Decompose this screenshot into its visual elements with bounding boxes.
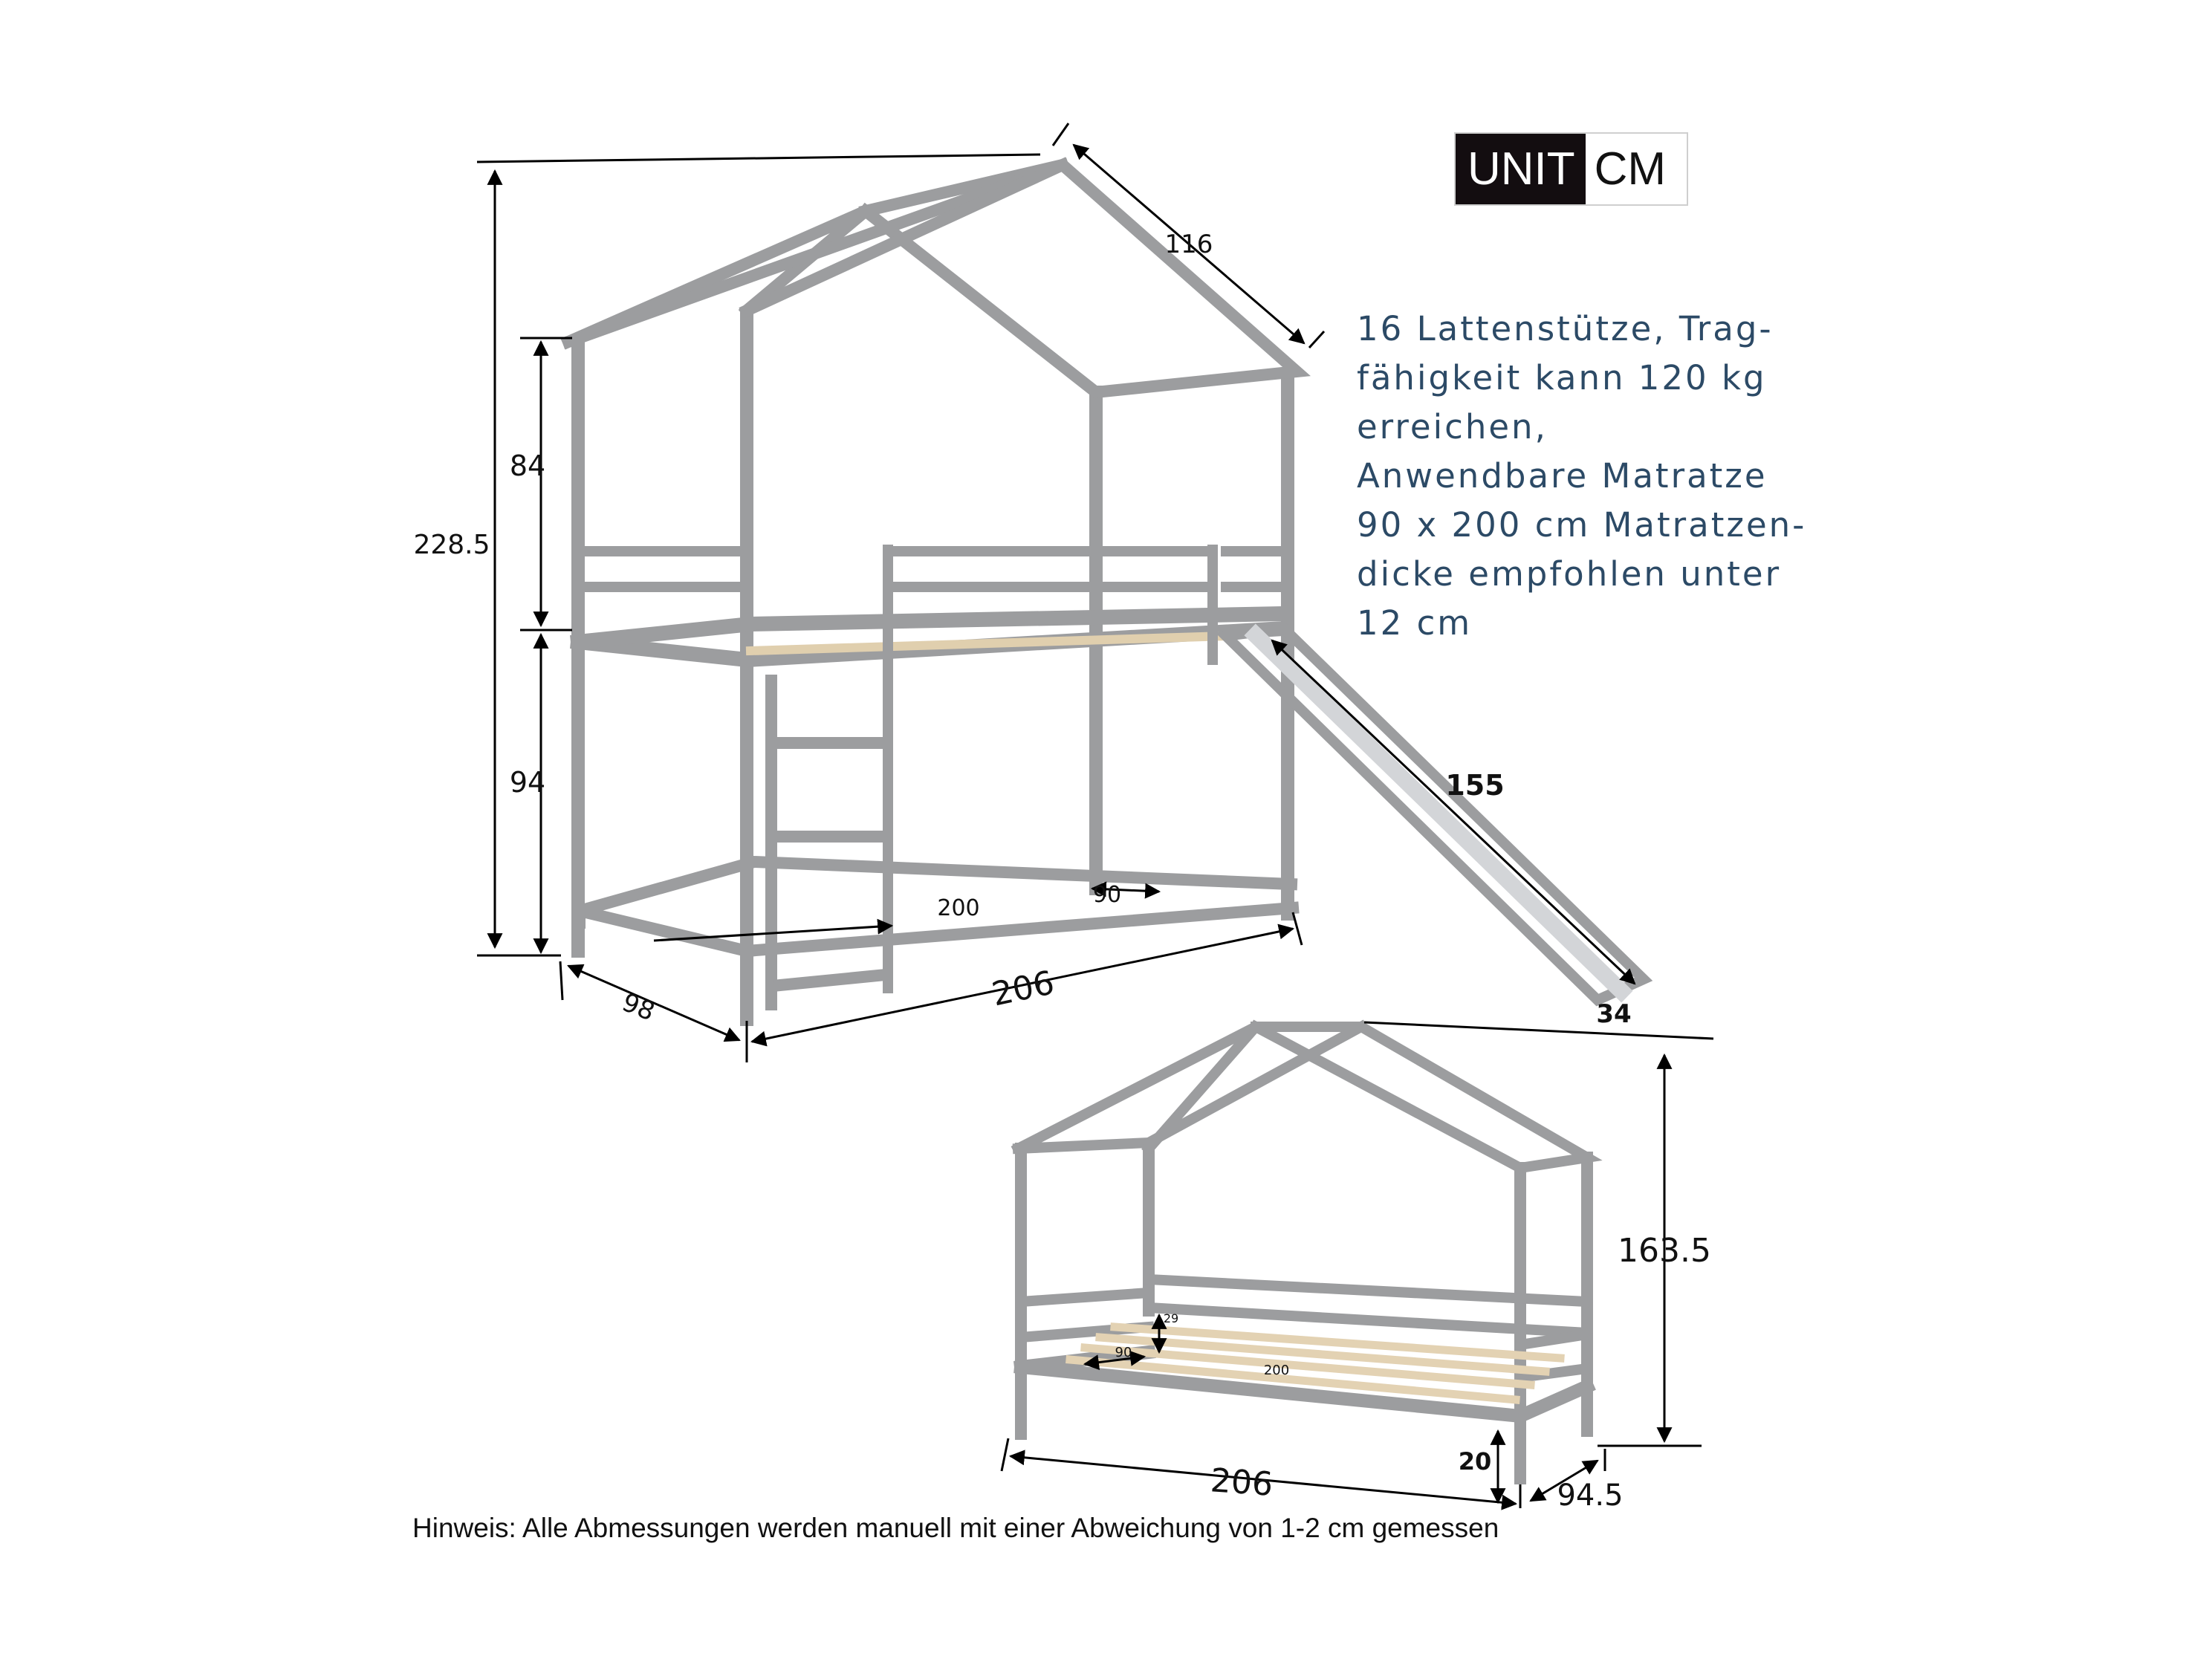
spec-text xyxy=(1357,305,1907,648)
dim-90-bunk: 90 xyxy=(1092,882,1122,908)
spec-line: erreichen, xyxy=(1357,407,1548,447)
unit-badge xyxy=(1454,132,1688,206)
dim-94-5: 94.5 xyxy=(1557,1478,1624,1513)
dim-206-single: 206 xyxy=(1209,1461,1274,1504)
unit-value: CM xyxy=(1586,134,1687,204)
dim-163-5: 163.5 xyxy=(1618,1232,1711,1270)
dim-20: 20 xyxy=(1458,1447,1492,1476)
dim-200-bunk: 200 xyxy=(937,895,980,921)
unit-label: UNIT xyxy=(1456,134,1586,204)
dim-155: 155 xyxy=(1445,769,1505,802)
spec-line: 90 x 200 cm Matratzen- xyxy=(1357,505,1807,545)
dim-94: 94 xyxy=(509,766,546,799)
dim-34: 34 xyxy=(1596,999,1632,1029)
bunk-ladder xyxy=(771,681,886,1004)
spec-line: 16 Lattenstütze, Trag- xyxy=(1357,309,1774,348)
spec-line: dicke empfohlen unter xyxy=(1357,554,1782,594)
dim-228-5: 228.5 xyxy=(413,530,490,560)
single-roof xyxy=(1018,1027,1587,1168)
dim-206-bunk: 206 xyxy=(988,964,1058,1014)
single-bed-drawing xyxy=(1018,1027,1587,1478)
bunk-roof xyxy=(568,165,1297,392)
spec-line: Anwendbare Matratze xyxy=(1357,456,1768,496)
dim-29: 29 xyxy=(1163,1311,1179,1325)
slide-surface xyxy=(1256,635,1621,991)
dim-90-single: 90 xyxy=(1115,1345,1132,1360)
dim-116: 116 xyxy=(1164,230,1213,259)
spec-line: 12 cm xyxy=(1357,603,1473,643)
dim-84: 84 xyxy=(509,449,546,482)
single-slats xyxy=(1070,1327,1560,1400)
dim-98: 98 xyxy=(617,987,659,1028)
spec-line: fähigkeit kann 120 kg xyxy=(1357,358,1767,397)
measurement-note: Hinweis: Alle Abmessungen werden manuell mit einer Abweichung von 1-2 cm gemessen xyxy=(412,1513,1499,1543)
dim-200-single: 200 xyxy=(1263,1363,1290,1378)
